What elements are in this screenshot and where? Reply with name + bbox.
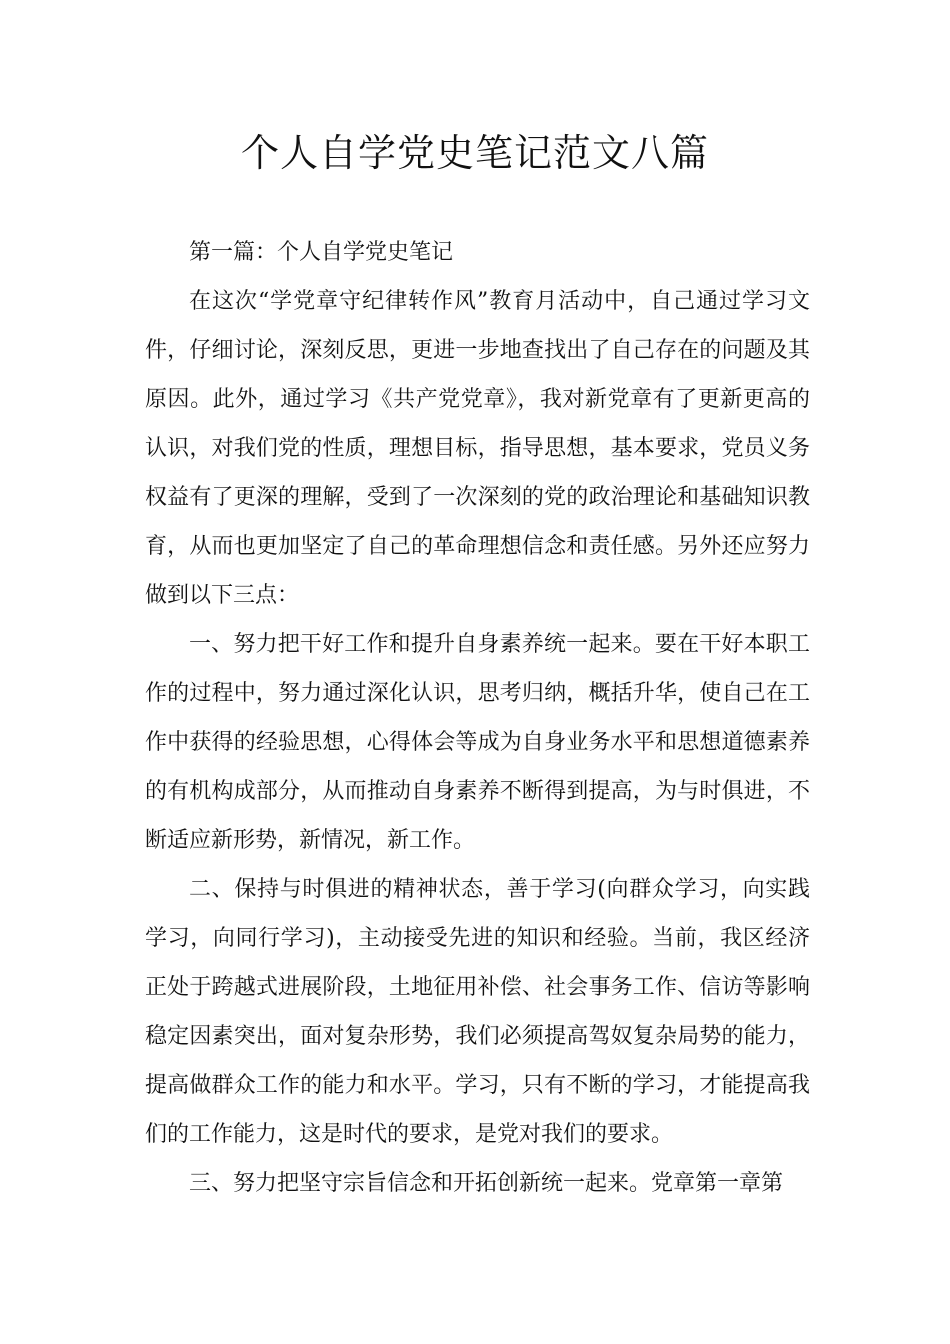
body-paragraph: 在这次“学党章守纪律转作风”教育月活动中，自己通过学习文件，仔细讨论，深刻反思，更进一步地查找出了自己存在的问题及其原因。此外，通过学习《共产党党章》，我对新党章有了更新更高的认识，对我们党的性质，理想目标，指导思想，基本要求，党员义务权益有了更深的理解，受到了一次深刻的党的政治理论和基础知识教育，从而也更加坚定了自己的革命理想信念和责任感。另外还应努力做到以下三点： (145, 289, 810, 608)
document-body (145, 228, 810, 1208)
document-title: 个人自学党史笔记范文八篇 (240, 131, 709, 175)
body-paragraph: 二、保持与时俱进的精神状态，善于学习(向群众学习，向实践学习，向同行学习)，主动接受先进的知识和经验。当前，我区经济正处于跨越式进展阶段，土地征用补偿、社会事务工作、信访等影响稳定因素突出，面对复杂形势，我们必须提高驾奴复杂局势的能力，提高做群众工作的能力和水平。学习，只有不断的学习，才能提高我们的工作能力，这是时代的要求，是党对我们的要求。 (145, 877, 810, 1147)
body-paragraph: 三、努力把坚守宗旨信念和开拓创新统一起来。党章第一章第 (189, 1171, 784, 1196)
section-heading: 第一篇：个人自学党史笔记 (189, 240, 454, 265)
body-paragraph: 一、努力把干好工作和提升自身素养统一起来。要在干好本职工作的过程中，努力通过深化认识，思考归纳，概括升华，使自己在工作中获得的经验思想，心得体会等成为自身业务水平和思想道德素养的有机构成部分，从而推动自身素养不断得到提高，为与时俱进，不断适应新形势，新情况，新工作。 (145, 632, 810, 853)
